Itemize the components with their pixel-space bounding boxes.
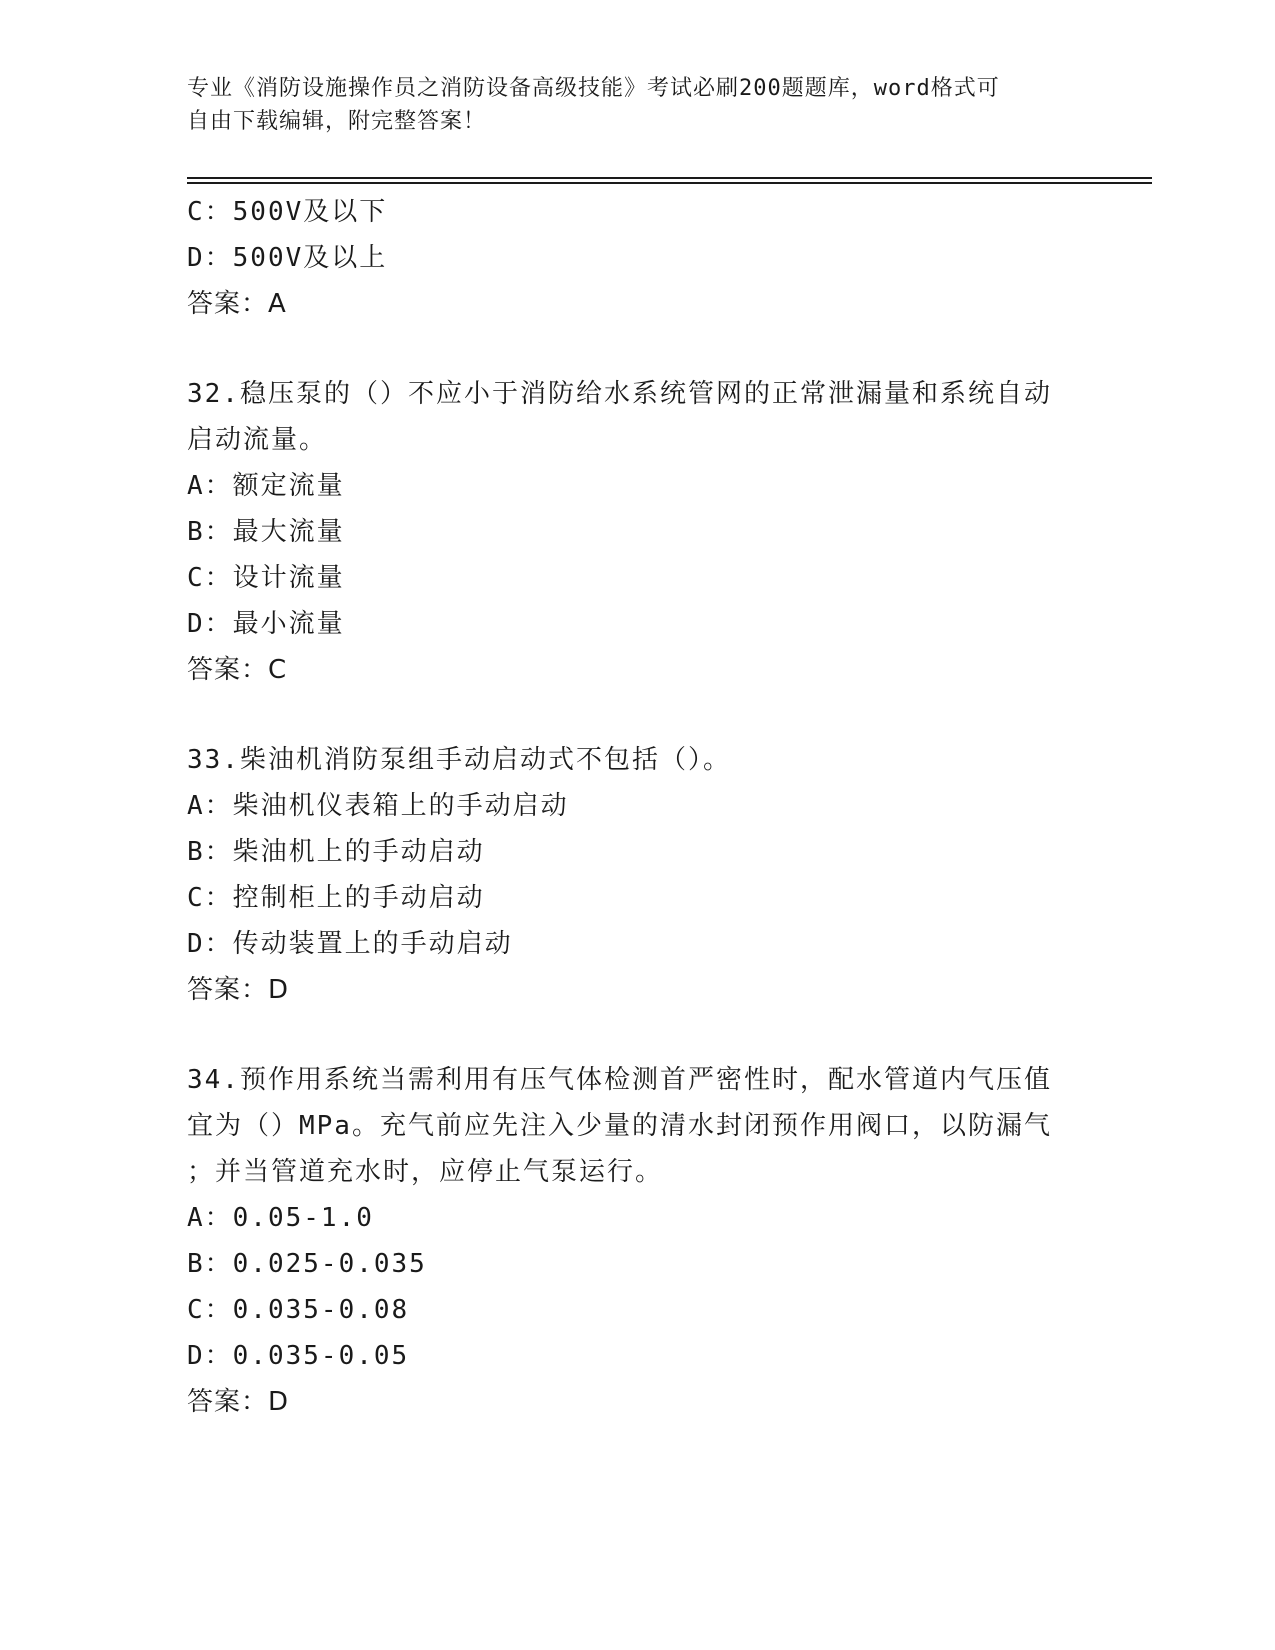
answer-line: 答案：D: [187, 975, 290, 1005]
answer-line: 答案：A: [187, 289, 287, 319]
option-c: C：500V及以下: [187, 197, 388, 227]
option-c: C：控制柜上的手动启动: [187, 883, 485, 913]
question-text-line: 32.稳压泵的（）不应小于消防给水系统管网的正常泄漏量和系统自动: [187, 379, 1052, 409]
option-b: B：最大流量: [187, 517, 345, 547]
option-a: A：0.05-1.0: [187, 1203, 374, 1233]
prev-question-tail: [187, 189, 1087, 327]
header-rule-top: [187, 177, 1152, 179]
question-33: [187, 737, 1087, 1013]
question-34: [187, 1057, 1087, 1425]
question-text-line: 34.预作用系统当需利用有压气体检测首严密性时，配水管道内气压值: [187, 1065, 1052, 1095]
header-line-1: 专业《消防设施操作员之消防设备高级技能》考试必刷200题题库，word格式可: [187, 76, 1000, 101]
answer-line: 答案：D: [187, 1387, 290, 1417]
option-b: B：柴油机上的手动启动: [187, 837, 485, 867]
option-c: C：设计流量: [187, 563, 345, 593]
option-a: A：柴油机仪表箱上的手动启动: [187, 791, 569, 821]
question-text-line: 启动流量。: [187, 425, 328, 455]
option-d: D：0.035-0.05: [187, 1341, 410, 1371]
spacer: [187, 1013, 1087, 1057]
question-text-line: 33.柴油机消防泵组手动启动式不包括（）。: [187, 745, 731, 775]
option-b: B：0.025-0.035: [187, 1249, 427, 1279]
option-a: A：额定流量: [187, 471, 345, 501]
question-list: [187, 189, 1087, 1425]
option-d: D：最小流量: [187, 609, 345, 639]
option-d: D：传动装置上的手动启动: [187, 929, 513, 959]
answer-line: 答案：C: [187, 655, 288, 685]
header-rule-bottom: [187, 182, 1152, 184]
header-line-2: 自由下载编辑，附完整答案！: [187, 109, 487, 134]
option-c: C：0.035-0.08: [187, 1295, 410, 1325]
question-32: [187, 371, 1087, 693]
question-text-line: 宜为（）MPa。充气前应先注入少量的清水封闭预作用阀口，以防漏气: [187, 1111, 1052, 1141]
document-header: [187, 72, 1087, 138]
question-text-line: ；并当管道充水时，应停止气泵运行。: [187, 1157, 664, 1187]
spacer: [187, 327, 1087, 371]
option-d: D：500V及以上: [187, 243, 388, 273]
spacer: [187, 693, 1087, 737]
